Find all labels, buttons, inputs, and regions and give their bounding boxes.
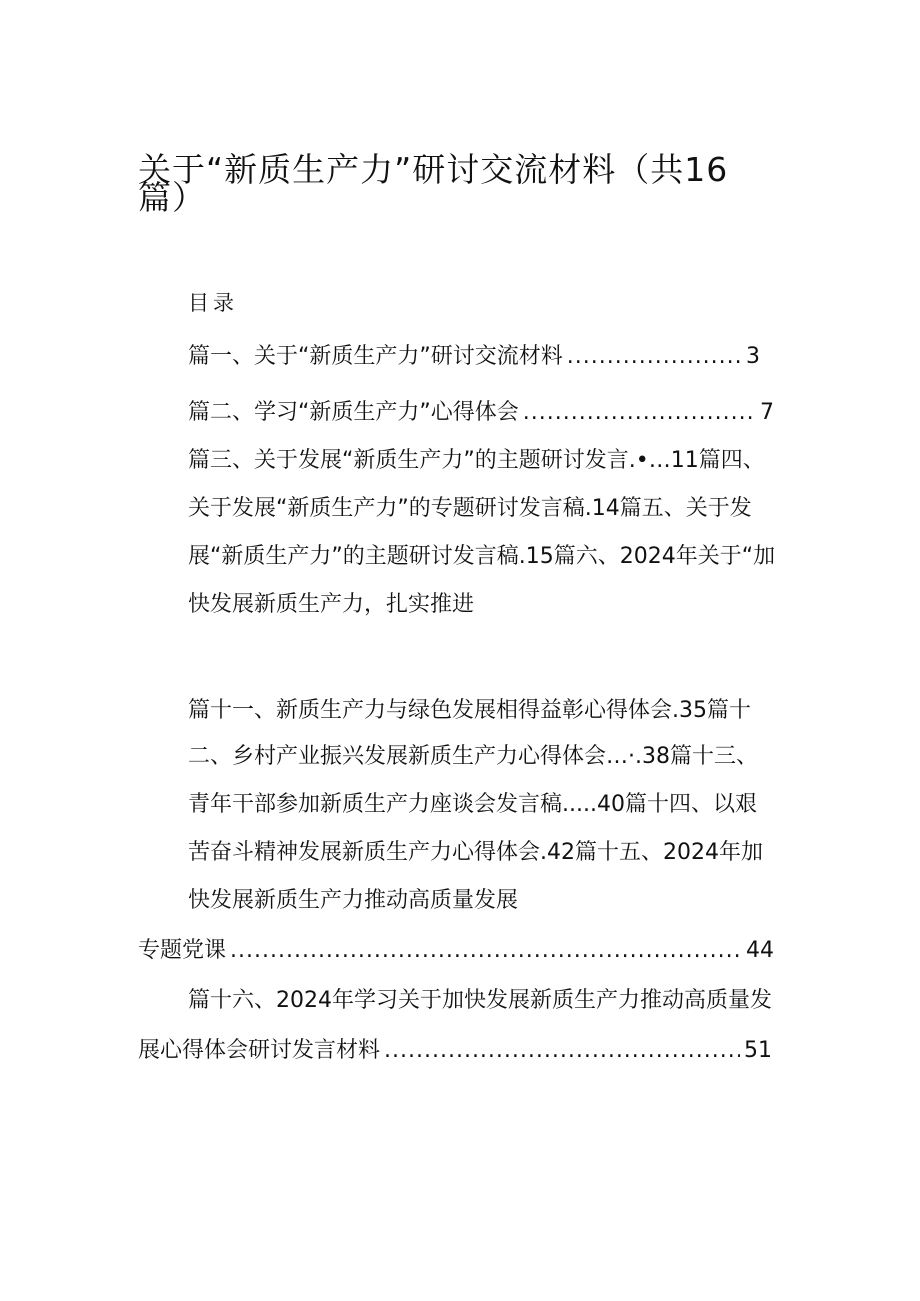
toc-paragraph-line: 二、乡村产业振兴发展新质生产力心得体会…·.38篇十三、	[188, 744, 758, 769]
toc-heading: 目录	[188, 291, 238, 315]
toc-paragraph-line: 快发展新质生产力，扎实推进	[188, 592, 475, 617]
toc-page-number: 3	[746, 344, 760, 369]
toc-entry-title: 展心得体会研讨发言材料	[138, 1038, 381, 1063]
toc-entry-title: 篇一、关于“新质生产力”研讨交流材料	[188, 344, 563, 369]
toc-paragraph-line: 篇十一、新质生产力与绿色发展相得益彰心得体会.35篇十	[188, 698, 751, 723]
toc-entry-title: 专题党课	[138, 938, 227, 963]
toc-leader-dots	[384, 1034, 740, 1068]
toc-entry-special[interactable]	[138, 934, 774, 968]
document-title-line-1: 关于“新质生产力”研讨交流材料（共16	[138, 150, 729, 189]
toc-paragraph-line: 快发展新质生产力推动高质量发展	[188, 888, 519, 913]
toc-paragraph-line: 苦奋斗精神发展新质生产力心得体会.42篇十五、2024年加	[188, 840, 763, 865]
toc-entry-1[interactable]	[188, 340, 760, 374]
document-title-line-2: 篇）	[138, 178, 206, 217]
toc-paragraph-line: 青年干部参加新质生产力座谈会发言稿.....40篇十四、以艰	[188, 792, 757, 817]
toc-entry-2[interactable]	[188, 396, 774, 430]
toc-leader-dots	[567, 340, 742, 374]
toc-page-number: 51	[744, 1038, 772, 1063]
toc-leader-dots	[523, 396, 756, 430]
toc-paragraph-line: 关于发展“新质生产力”的专题研讨发言稿.14篇五、关于发	[188, 496, 752, 521]
toc-paragraph-line: 篇三、关于发展“新质生产力”的主题研讨发言.•…11篇四、	[188, 448, 765, 473]
toc-entry-last[interactable]	[138, 1034, 772, 1068]
toc-page-number: 7	[760, 400, 774, 425]
toc-page-number: 44	[746, 938, 774, 963]
toc-leader-dots	[230, 934, 742, 968]
toc-paragraph-line: 展“新质生产力”的主题研讨发言稿.15篇六、2024年关于“加	[188, 544, 776, 569]
toc-entry-title: 篇二、学习“新质生产力”心得体会	[188, 400, 519, 425]
toc-entry-last-line-1: 篇十六、2024年学习关于加快发展新质生产力推动高质量发	[188, 988, 772, 1013]
